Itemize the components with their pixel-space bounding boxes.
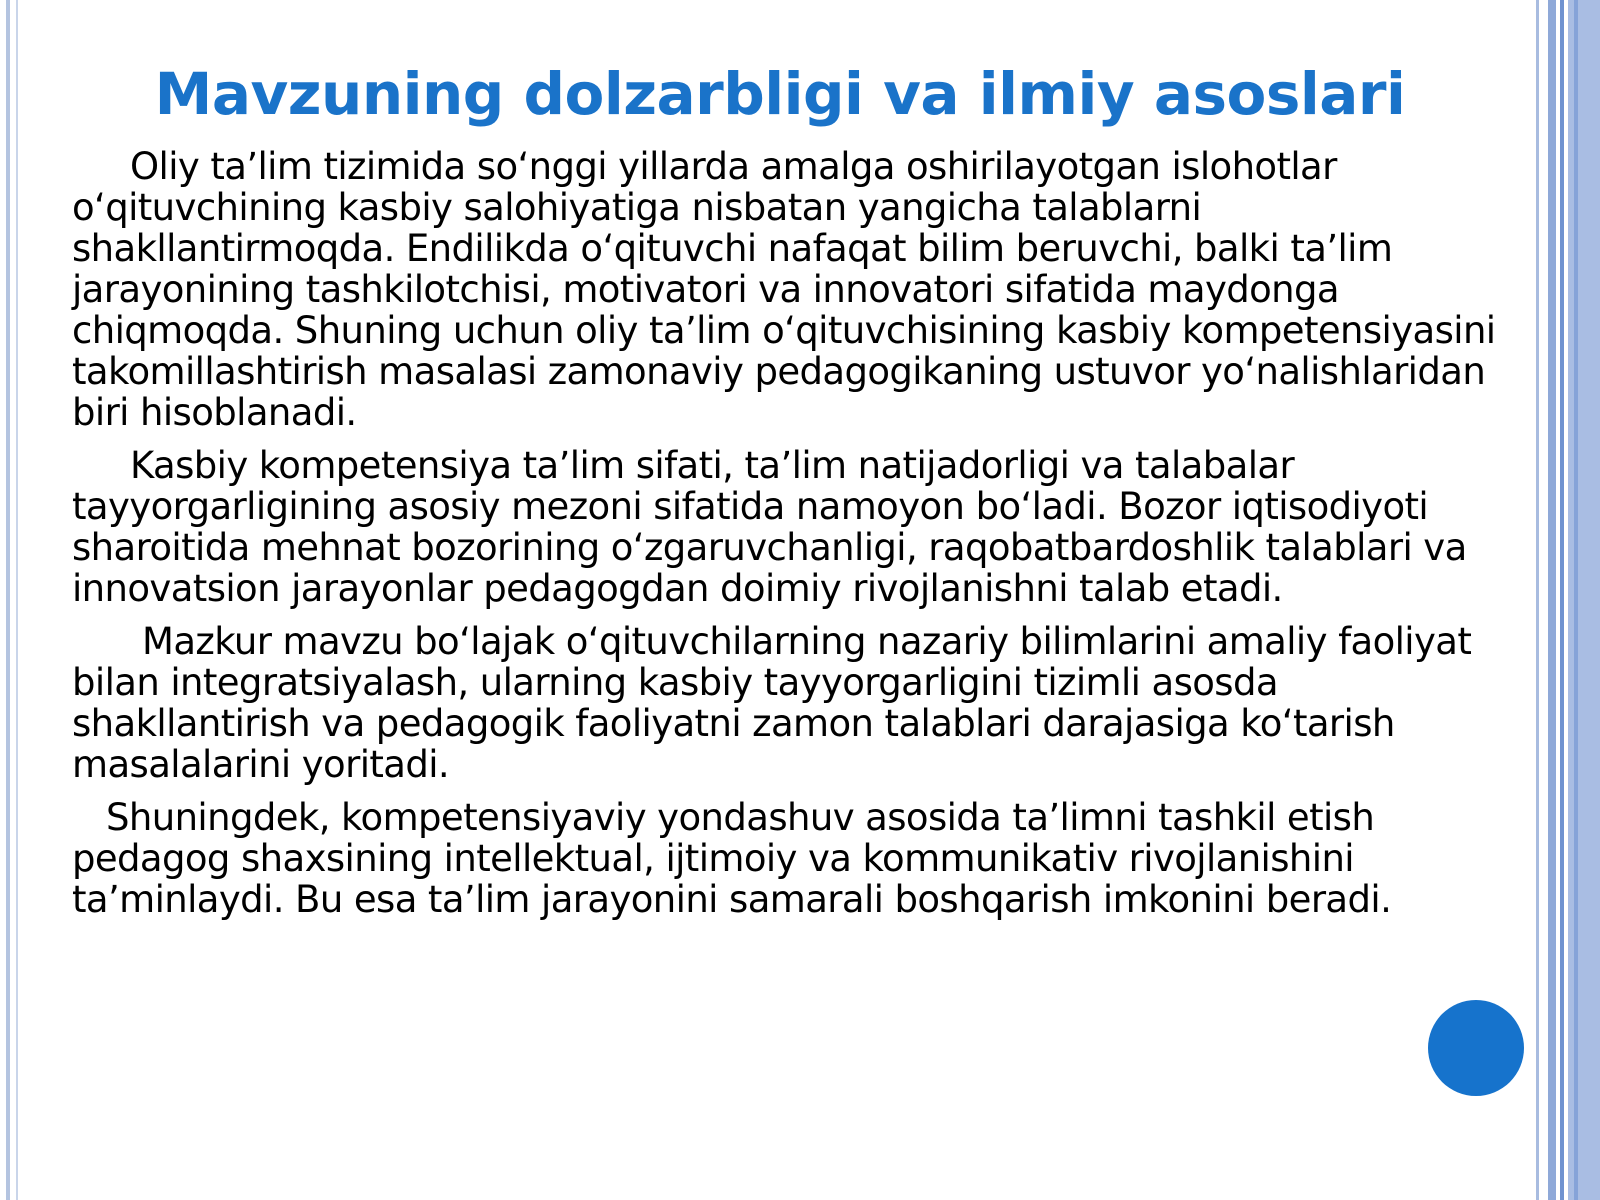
paragraph: Oliy ta’lim tizimida so‘nggi yillarda amalga oshirilayotgan islohotlar o‘qituvchining kasbiy salohiyatiga nisbatan yangicha talablarni shakllantirmoqda. Endilikda o‘qituvchi nafaqat bilim beruvchi, balki ta’lim jarayonining tashkilotchisi, motivatori va innovatori sifatida maydonga chiqmoqda. Shuning uchun oliy ta’lim o‘qituvchisining kasbiy kompetensiyasini takomillashtirish masalasi zamonaviy pedagogikaning ustuvor yo‘nalishlaridan biri hisoblanadi. (72, 145, 1496, 434)
slide-title: Mavzuning dolzarbligi va ilmiy asoslari (154, 60, 1406, 128)
right-border-edge-line (1574, 0, 1578, 1200)
slide-body (72, 146, 1512, 932)
right-border-line (1536, 0, 1539, 1200)
decorative-circle (1428, 1000, 1524, 1096)
left-border-line (6, 0, 10, 1200)
paragraph: Shuningdek, kompetensiyaviy yondashuv asosida ta’limni tashkil etish pedagog shaxsining intellektual, ijtimoiy va kommunikativ rivojlanishini ta’minlaydi. Bu esa ta’lim jarayonini samarali boshqarish imkonini beradi. (72, 796, 1392, 921)
left-border-thin-line (16, 0, 18, 1200)
paragraph: Mazkur mavzu bo‘lajak o‘qituvchilarning nazariy bilimlarini amaliy faoliyat bilan integratsiyalash, ularning kasbiy tayyorgarligini tizimli asosda shakllantirish va pedagogik faoliyatni zamon talablari darajasiga ko‘tarish masalalarini yoritadi. (72, 620, 1472, 786)
right-border-edge (1568, 0, 1600, 1200)
right-border-dark-line (1560, 0, 1564, 1200)
right-border-band (1548, 0, 1556, 1200)
paragraph: Kasbiy kompetensiya ta’lim sifati, ta’lim natijadorligi va talabalar tayyorgarligining asosiy mezoni sifatida namoyon bo‘ladi. Bozor iqtisodiyoti sharoitida mehnat bozorining o‘zgaruvchanligi, raqobatbardoshlik talablari va innovatsion jarayonlar pedagogdan doimiy rivojlanishni talab etadi. (72, 444, 1467, 610)
